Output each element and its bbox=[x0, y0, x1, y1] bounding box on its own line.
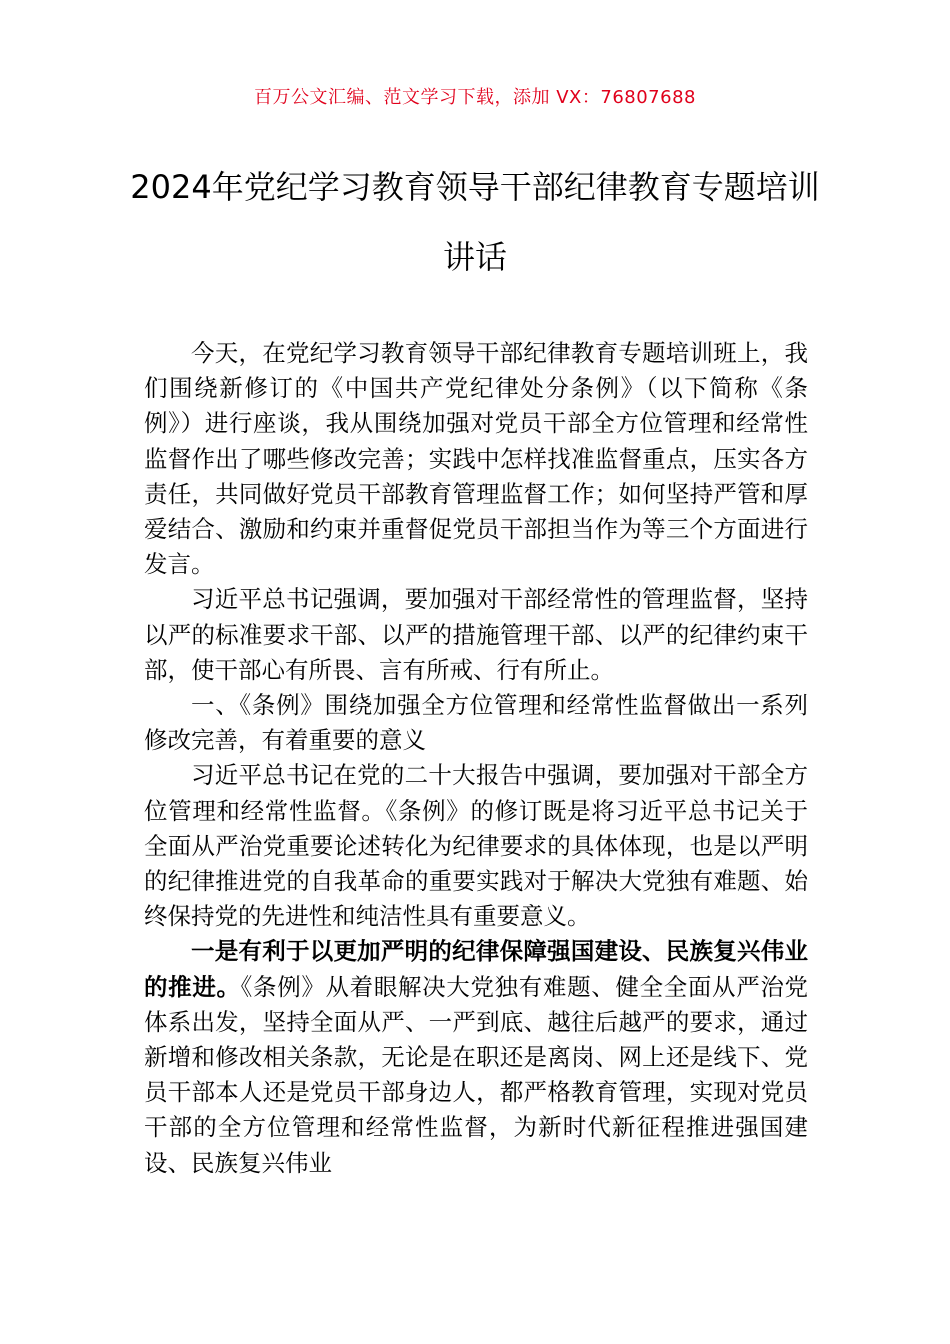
document-title: 2024年党纪学习教育领导干部纪律教育专题培训讲话 bbox=[130, 168, 820, 276]
paragraph-point-one bbox=[144, 934, 808, 1180]
section-heading-1: 一、《条例》围绕加强全方位管理和经常性监督做出一系列修改完善，有着重要的意义 bbox=[144, 691, 808, 755]
header-watermark-note: 百万公文汇编、范文学习下载，添加 VX：76807688 bbox=[254, 87, 696, 108]
paragraph-quote: 习近平总书记强调，要加强对干部经常性的管理监督，坚持以严的标准要求干部、以严的措施管理干部、以严的纪律约束干部，使干部心有所畏、言有所戒、行有所止。 bbox=[144, 585, 808, 684]
document-body bbox=[144, 336, 808, 1181]
point-one-lead: 一是有利于以更加严明的纪律保障强国建设、民族复兴伟业的推进。 bbox=[144, 937, 808, 1001]
paragraph-significance: 习近平总书记在党的二十大报告中强调，要加强对干部全方位管理和经常性监督。《条例》的修订既是将习近平总书记关于全面从严治党重要论述转化为纪律要求的具体体现，也是以严明的纪律推进党的自我革命的重要实践对于解决大党独有难题、始终保持党的先进性和纯洁性具有重要意义。 bbox=[144, 761, 808, 931]
paragraph-intro: 今天，在党纪学习教育领导干部纪律教育专题培训班上，我们围绕新修订的《中国共产党纪律处分条例》（以下简称《条例》）进行座谈，我从围绕加强对党员干部全方位管理和经常性监督作出了哪些修改完善；实践中怎样找准监督重点，压实各方责任，共同做好党员干部教育管理监督工作；如何坚持严管和厚爱结合、激励和约束并重督促党员干部担当作为等三个方面进行发言。 bbox=[144, 339, 808, 579]
point-one-text: 《条例》从着眼解决大党独有难题、健全全面从严治党体系出发，坚持全面从严、一严到底、越往后越严的要求，通过新增和修改相关条款，无论是在职还是离岗、网上还是线下、党员干部本人还是党员干部身边人，都严格教育管理，实现对党员干部的全方位管理和经常性监督，为新时代新征程推进强国建设、民族复兴伟业 bbox=[144, 972, 809, 1177]
